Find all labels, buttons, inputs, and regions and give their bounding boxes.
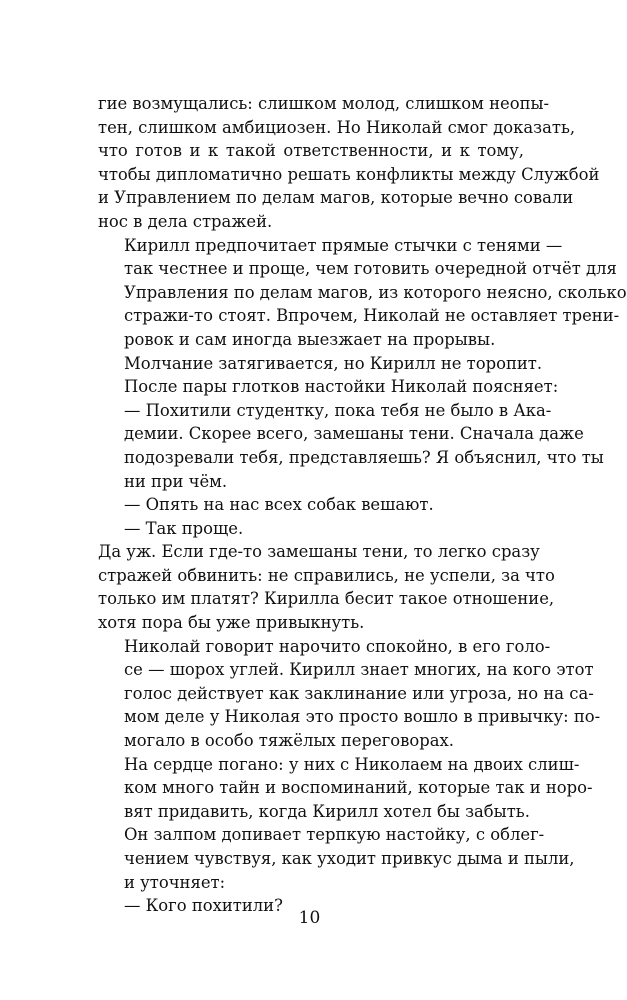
text-line: се — шорох углей. Кирилл знает многих, на кого этот [124,660,594,680]
paragraph [98,823,575,894]
text-line: После пары глотков настойки Николай поясняет: [124,377,559,397]
text-line: вят придавить, когда Кирилл хотел бы забыть. [124,801,530,821]
text-line: так честнее и проще, чем готовить очередной отчёт для [124,259,617,279]
text-line: нос в дела стражей. [98,211,273,231]
text-line: — Похитили студентку, пока тебя не было в Ака- [124,400,552,420]
text-line: подозревали тебя, представляешь? Я объяснил, что ты [124,447,604,467]
text-line: чтобы дипломатично решать конфликты между Службой [98,164,600,184]
paragraph [98,635,601,753]
paragraph [98,399,604,493]
paragraph [98,234,627,352]
text-line: — Так проще. [124,518,244,538]
text-line: тен, слишком амбициозен. Но Николай смог доказать, [98,117,576,137]
text-line: Он залпом допивает терпкую настойку, с облег- [124,825,545,845]
text-line: — Опять на нас всех собак вешают. [124,495,434,515]
text-line: Кирилл предпочитает прямые стычки с тенями — [124,235,563,255]
text-line: Молчание затягивается, но Кирилл не торопит. [124,353,543,373]
paragraph [98,753,593,824]
text-line: что готов и к такой ответственности, и к тому, [98,141,524,161]
text-line: стражи-то стоят. Впрочем, Николай не оставляет трени- [124,306,620,326]
book-page-text [98,92,627,918]
text-line: стражей обвинить: не справились, не успели, за что [98,565,555,585]
text-line: и уточняет: [124,872,226,892]
text-line: Николай говорит нарочито спокойно, в его голо- [124,636,551,656]
paragraph [98,92,600,234]
paragraph [98,540,555,634]
text-line: ком много тайн и воспоминаний, которые так и норо- [124,778,593,798]
text-line: голос действует как заклинание или угроза, но на са- [124,683,594,703]
text-line: только им платят? Кирилла бесит такое отношение, [98,589,555,609]
text-line: ровок и сам иногда выезжает на прорывы. [124,329,496,349]
text-line: хотя пора бы уже привыкнуть. [98,613,365,633]
paragraph [98,517,524,541]
text-line: Управления по делам магов, из которого неясно, сколько [124,282,627,302]
text-line: ни при чём. [124,471,228,491]
paragraph [98,493,524,517]
text-line: На сердце погано: у них с Николаем на двоих слиш- [124,754,580,774]
text-line: и Управлением по делам магов, которые вечно совали [98,188,574,208]
paragraph [98,352,559,399]
text-line: — Кого похитили? [124,896,283,916]
text-line: мом деле у Николая это просто вошло в привычку: по- [124,707,601,727]
text-line: Да уж. Если где-то замешаны тени, то легко сразу [98,542,540,562]
text-line: могало в особо тяжёлых переговорах. [124,731,454,751]
text-line: демии. Скорее всего, замешаны тени. Сначала даже [124,424,584,444]
text-line: чением чувствуя, как уходит привкус дыма и пыли, [124,849,575,868]
text-line: гие возмущались: слишком молод, слишком неопы- [98,94,550,113]
page-number: 10 [298,908,321,928]
